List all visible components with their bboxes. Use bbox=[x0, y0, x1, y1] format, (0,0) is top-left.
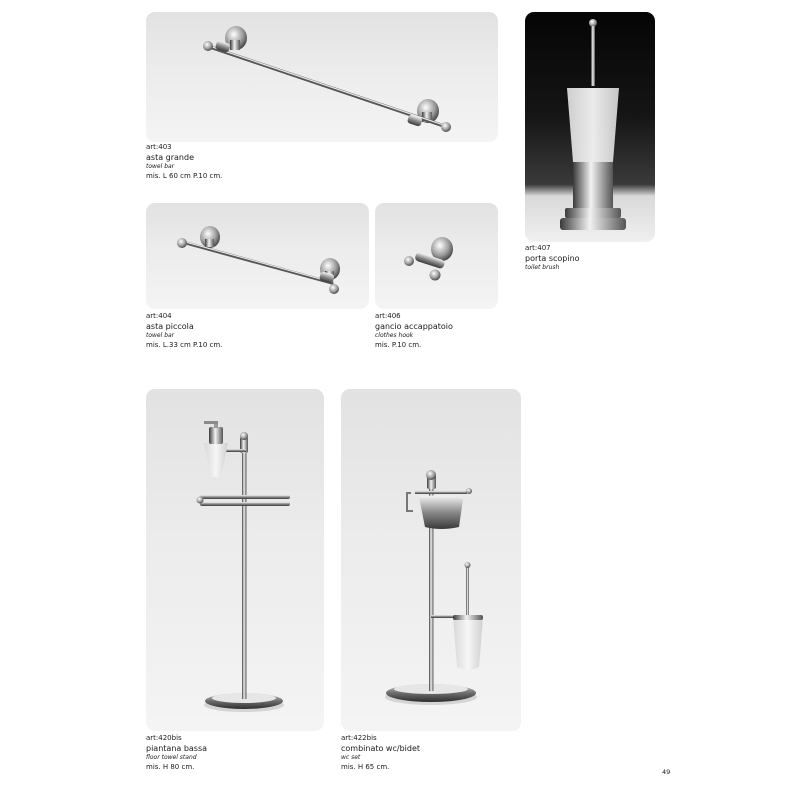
product-dimensions: mis. P.10 cm. bbox=[375, 340, 422, 349]
soap-dispenser-glass bbox=[204, 443, 228, 477]
towel-rail-lower bbox=[200, 502, 290, 506]
brush-handle bbox=[591, 26, 595, 86]
product-code: art:407 bbox=[525, 244, 551, 252]
product-english-name: clothes hook bbox=[375, 332, 414, 339]
floor-towel-stand-photo bbox=[146, 389, 324, 731]
product-english-name: toilet brush bbox=[525, 264, 560, 271]
short-towel-bar-photo bbox=[146, 203, 369, 309]
product-dimensions: mis. L 60 cm P.10 cm. bbox=[146, 171, 223, 180]
frosted-glass-cup bbox=[567, 88, 619, 162]
product-code: art:403 bbox=[146, 143, 172, 151]
product-code: art:404 bbox=[146, 312, 172, 320]
product-code: art:422bis bbox=[341, 734, 377, 742]
product-english-name: wc set bbox=[341, 754, 361, 761]
product-english-name: towel bar bbox=[146, 163, 175, 170]
finial-left bbox=[177, 238, 187, 248]
pole-finial bbox=[240, 432, 248, 440]
product-english-name: floor towel stand bbox=[146, 754, 197, 761]
wc-stand-photo bbox=[341, 389, 521, 731]
brush-knob bbox=[465, 562, 471, 568]
pole-finial bbox=[426, 470, 436, 480]
caption-art-404 bbox=[146, 312, 222, 350]
paper-holder-cover bbox=[419, 495, 463, 529]
page-number: 49 bbox=[662, 768, 671, 776]
long-towel-bar-photo bbox=[146, 12, 498, 142]
clothes-hook-photo bbox=[375, 203, 498, 309]
product-dimensions: mis. H 80 cm. bbox=[146, 762, 195, 771]
finial-left bbox=[203, 41, 213, 51]
frosted-brush-cup bbox=[453, 617, 483, 670]
caption-art-403 bbox=[146, 143, 222, 181]
finial-right bbox=[329, 284, 339, 294]
product-dimensions: mis. H 65 cm. bbox=[341, 762, 390, 771]
product-dimensions: mis. L.33 cm P.10 cm. bbox=[146, 340, 223, 349]
stand-pole bbox=[242, 451, 247, 699]
product-name: combinato wc/bidet bbox=[341, 743, 421, 753]
toilet-brush-holder-photo bbox=[525, 12, 655, 242]
product-name: gancio accappatoio bbox=[375, 321, 453, 331]
caption-art-407 bbox=[525, 244, 580, 273]
product-english-name: towel bar bbox=[146, 332, 175, 339]
product-name: asta piccola bbox=[146, 321, 194, 331]
chrome-sleeve bbox=[573, 162, 613, 208]
product-code: art:406 bbox=[375, 312, 401, 320]
caption-art-422bis bbox=[341, 734, 420, 772]
brush-holder-base bbox=[560, 218, 626, 230]
caption-art-420bis bbox=[146, 734, 207, 772]
soap-dispenser-pump bbox=[209, 427, 223, 444]
product-name: piantana bassa bbox=[146, 743, 208, 753]
hook-tip bbox=[404, 256, 414, 266]
brush-handle bbox=[466, 566, 469, 618]
hook-lower-knob bbox=[430, 270, 441, 281]
finial-right bbox=[441, 122, 451, 132]
product-code: art:420bis bbox=[146, 734, 182, 742]
brush-knob bbox=[589, 19, 597, 27]
product-name: porta scopino bbox=[525, 253, 580, 263]
caption-art-406 bbox=[375, 312, 453, 350]
product-name: asta grande bbox=[146, 152, 194, 162]
towel-rail-upper bbox=[200, 495, 290, 499]
